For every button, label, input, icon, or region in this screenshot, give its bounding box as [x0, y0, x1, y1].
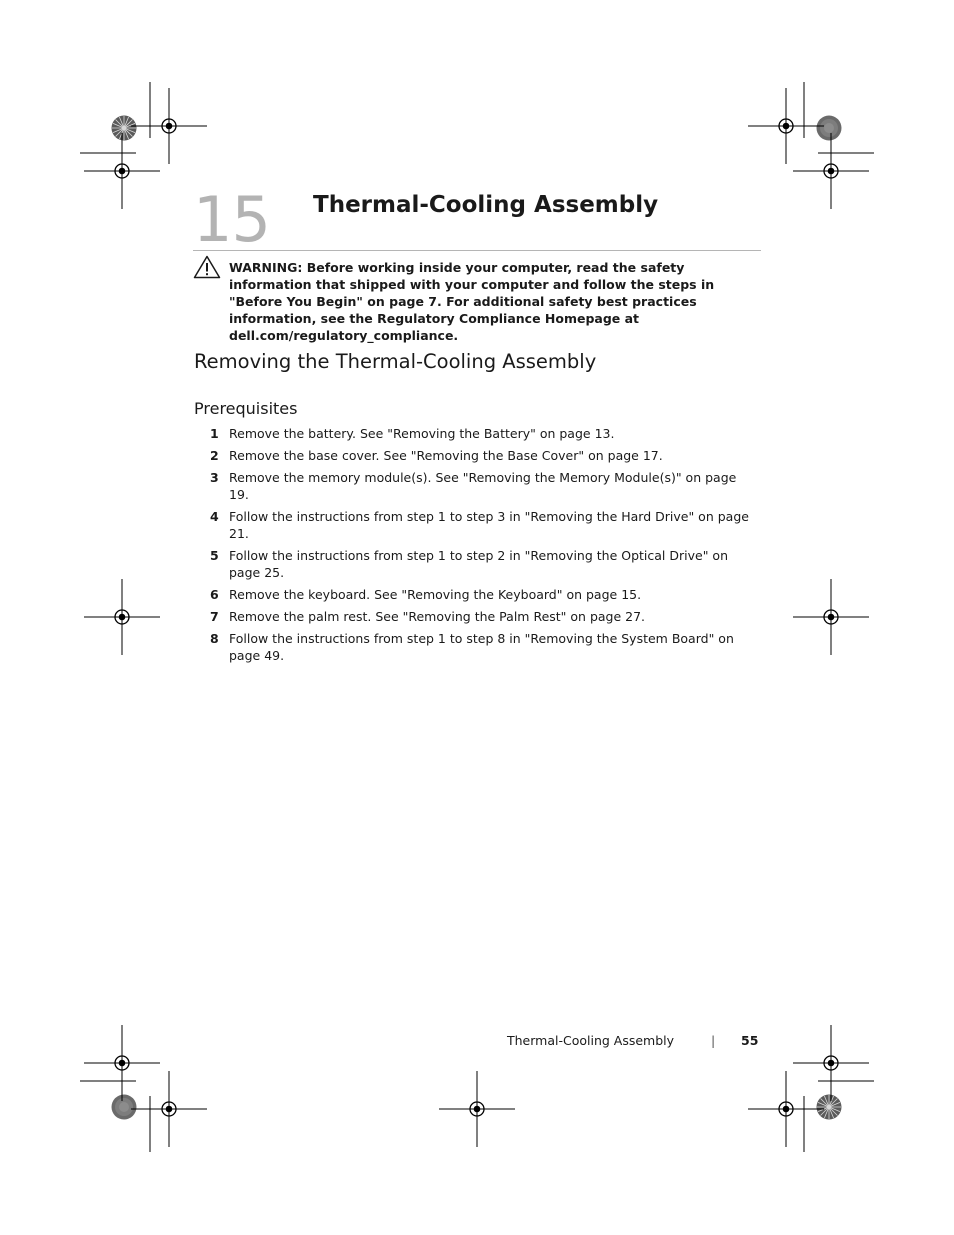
step-text: Follow the instructions from step 1 to step 3 in "Removing the Hard Drive" on page 21.	[229, 509, 749, 541]
list-item	[194, 508, 754, 542]
step-number: 7	[210, 609, 219, 624]
footer-separator: |	[711, 1033, 716, 1048]
step-number: 8	[210, 631, 219, 646]
list-item	[194, 469, 754, 503]
section-heading: Removing the Thermal-Cooling Assembly	[194, 350, 597, 373]
list-item	[194, 586, 754, 603]
step-text: Remove the memory module(s). See "Removing the Memory Module(s)" on page 19.	[229, 470, 737, 502]
list-item	[194, 630, 754, 664]
step-number: 1	[210, 426, 219, 441]
step-number: 6	[210, 587, 219, 602]
list-item	[194, 447, 754, 464]
prerequisite-steps	[194, 425, 754, 669]
step-text: Remove the keyboard. See "Removing the Keyboard" on page 15.	[229, 587, 642, 602]
chapter-title: Thermal-Cooling Assembly	[313, 192, 659, 218]
step-number: 4	[210, 509, 219, 524]
prerequisites-heading: Prerequisites	[194, 399, 298, 418]
footer-chapter-title: Thermal-Cooling Assembly	[507, 1033, 675, 1048]
step-text: Remove the battery. See "Removing the Battery" on page 13.	[229, 426, 615, 441]
list-item	[194, 425, 754, 442]
page-number: 55	[741, 1033, 759, 1048]
step-number: 5	[210, 548, 219, 563]
list-item	[194, 547, 754, 581]
warning-text: WARNING: Before working inside your computer, read the safety information that shipped with your computer and follow the steps in "Before You Begin" on page 7. For additional safety best practices information, see the Regulatory Compliance Homepage at dell.com/regulatory_compliance.	[229, 260, 715, 343]
chapter-number: 15	[193, 183, 270, 256]
warning-triangle-icon	[193, 255, 221, 279]
step-text: Follow the instructions from step 1 to step 8 in "Removing the System Board" on page 49.	[229, 631, 734, 663]
step-number: 3	[210, 470, 219, 485]
title-divider	[193, 250, 761, 251]
step-text: Remove the base cover. See "Removing the Base Cover" on page 17.	[229, 448, 663, 463]
list-item	[194, 608, 754, 625]
step-number: 2	[210, 448, 219, 463]
step-text: Follow the instructions from step 1 to step 2 in "Removing the Optical Drive" on page 25.	[229, 548, 728, 580]
step-text: Remove the palm rest. See "Removing the Palm Rest" on page 27.	[229, 609, 646, 624]
